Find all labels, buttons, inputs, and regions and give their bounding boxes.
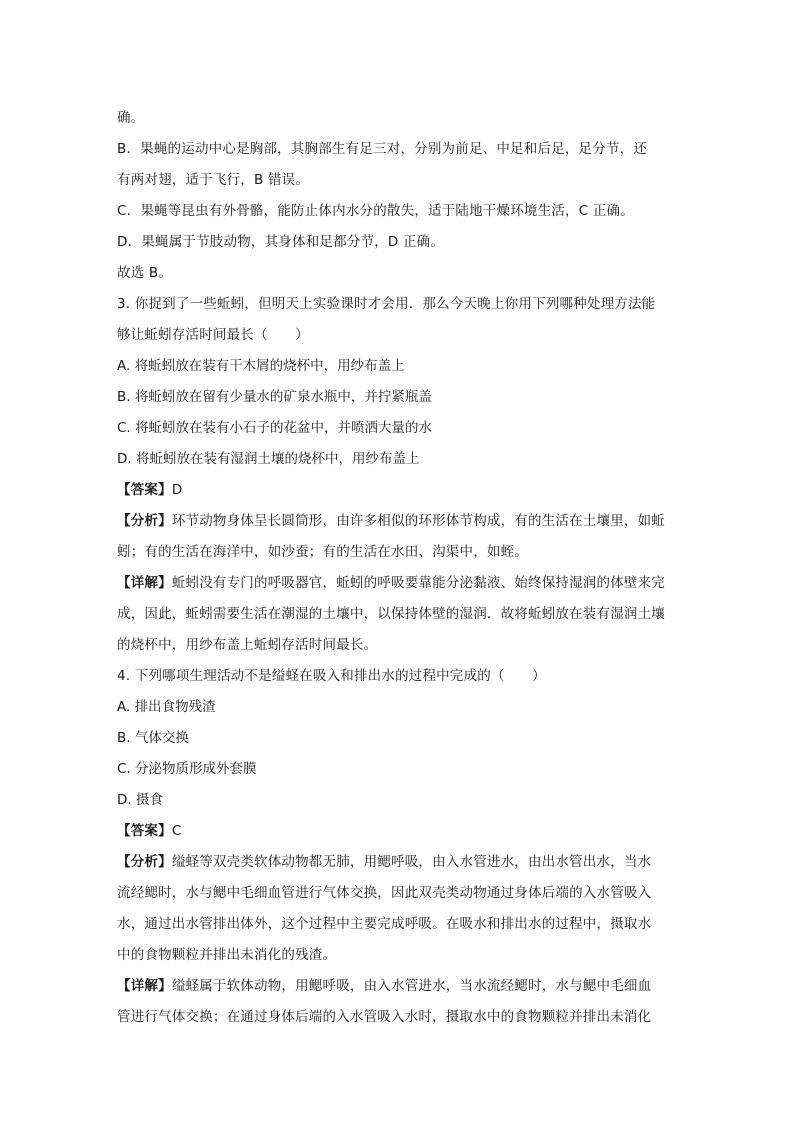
analysis-text: 环节动物身体呈长圆筒形，由许多相似的环形体节构成，有的生活在土壤里，如蚯 <box>171 513 666 529</box>
answer-value: D <box>171 482 183 498</box>
question-3-stem: 3. 你捉到了一些蚯蚓，但明天上实验课时才会用．那么今天晚上你用下列哪种处理方法能 <box>117 296 656 312</box>
question-4-analysis: 中的食物颗粒并排出未消化的残渣。 <box>117 947 337 963</box>
question-4-detail: 管进行气体交换；在通过身体后端的入水管吸入水时，摄取水中的食物颗粒并排出未消化 <box>117 1009 652 1025</box>
question-3-answer <box>117 475 677 506</box>
detail-text: 蚯蚓没有专门的呼吸器官，蚯蚓的呼吸要靠能分泌黏液、始终保持湿润的体壁来完 <box>171 575 666 591</box>
detail-tag: 【详解】 <box>117 978 172 994</box>
question-4-analysis <box>117 847 677 878</box>
question-4-option-c: C. 分泌物质形成外套膜 <box>117 761 257 777</box>
question-3-option-c: C. 将蚯蚓放在装有小石子的花盆中，并喷洒大量的水 <box>117 420 433 436</box>
question-4-option-d: D. 摄食 <box>117 792 163 808</box>
analysis-tag: 【分析】 <box>117 513 172 529</box>
question-4-stem: 4. 下列哪项生理活动不是缢蛏在吸入和排出水的过程中完成的（ ） <box>117 668 546 684</box>
question-4-option-b: B. 气体交换 <box>117 730 189 746</box>
analysis-tag: 【分析】 <box>117 854 172 870</box>
text-line: 故选 B。 <box>117 265 173 281</box>
question-3-option-b: B. 将蚯蚓放在留有少量水的矿泉水瓶中，并拧紧瓶盖 <box>117 389 432 405</box>
question-3-analysis <box>117 506 677 537</box>
text-line: D．果蝇属于节肢动物，其身体和足都分节，D 正确。 <box>117 234 445 250</box>
detail-text: 缢蛏属于软体动物，用鳃呼吸，由入水管进水，当水流经鳃时，水与鳃中毛细血 <box>171 978 652 994</box>
document-page <box>117 103 677 1033</box>
question-3-detail: 的烧杯中，用纱布盖上蚯蚓存活时间最长。 <box>117 637 378 653</box>
question-3-option-d: D. 将蚯蚓放在装有湿润土壤的烧杯中，用纱布盖上 <box>117 451 420 467</box>
question-3-option-a: A. 将蚯蚓放在装有干木屑的烧杯中，用纱布盖上 <box>117 358 405 374</box>
answer-tag: 【答案】 <box>117 482 172 498</box>
text-line: 确。 <box>117 110 145 126</box>
answer-tag: 【答案】 <box>117 823 172 839</box>
detail-tag: 【详解】 <box>117 575 172 591</box>
question-4-analysis: 流经鳃时，水与鳃中毛细血管进行气体交换，因此双壳类动物通过身体后端的入水管吸入 <box>117 885 652 901</box>
question-3-detail: 成，因此，蚯蚓需要生活在潮湿的土壤中，以保持体壁的湿润．故将蚯蚓放在装有湿润土壤 <box>117 606 665 622</box>
text-line: B．果蝇的运动中心是胸部，其胸部生有足三对，分别为前足、中足和后足，足分节，还 <box>117 141 648 157</box>
question-4-answer <box>117 816 677 847</box>
text-line: C．果蝇等昆虫有外骨骼，能防止体内水分的散失，适于陆地干燥环境生活，C 正确。 <box>117 203 634 219</box>
question-4-analysis: 水，通过出水管排出体外，这个过程中主要完成呼吸。在吸水和排出水的过程中，摄取水 <box>117 916 652 932</box>
question-3-detail <box>117 568 677 599</box>
question-4-option-a: A. 排出食物残渣 <box>117 699 216 715</box>
answer-value: C <box>171 823 182 839</box>
question-4-detail <box>117 971 677 1002</box>
question-3-stem: 够让蚯蚓存活时间最长（ ） <box>117 327 309 343</box>
question-3-analysis: 蚓；有的生活在海洋中，如沙蚕；有的生活在水田、沟渠中，如蛭。 <box>117 544 528 560</box>
analysis-text: 缢蛏等双壳类软体动物都无肺，用鳃呼吸，由入水管进水，由出水管出水，当水 <box>171 854 652 870</box>
text-line: 有两对翅，适于飞行，B 错误。 <box>117 172 310 188</box>
